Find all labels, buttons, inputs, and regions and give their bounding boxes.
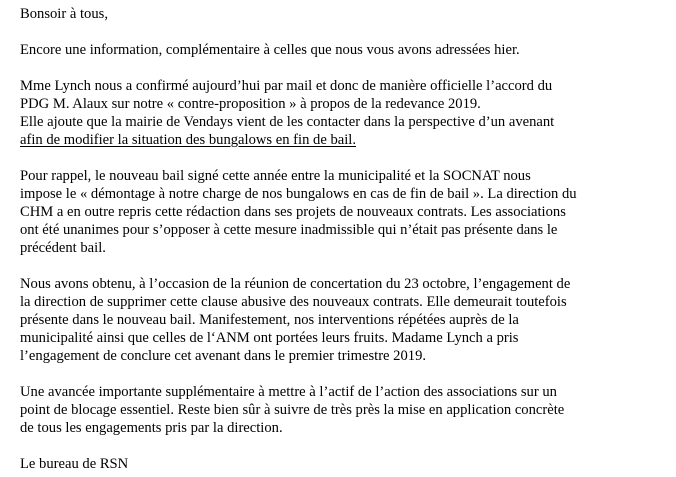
paragraph-reminder (20, 167, 670, 257)
greeting: Bonsoir à tous, (20, 6, 108, 22)
intro-paragraph: Encore une information, complémentaire à celles que nous vous avons adressées hier. (20, 42, 520, 58)
paragraph-gap (20, 437, 670, 455)
paragraph-confirmation (20, 77, 670, 149)
paragraph-gap (20, 257, 670, 275)
underlined-text-line: afin de modifier la situation des bungalows en fin de bail. (20, 132, 356, 148)
text-line: ont été unanimes pour s’opposer à cette mesure inadmissible qui n’était pas présente dans le (20, 222, 558, 238)
paragraph-gap (20, 365, 670, 383)
text-line: Nous avons obtenu, à l’occasion de la réunion de concertation du 23 octobre, l’engagement de (20, 276, 571, 292)
paragraph-gap (20, 149, 670, 167)
text-line: l’engagement de conclure cet avenant dans le premier trimestre 2019. (20, 348, 427, 364)
text-line: précédent bail. (20, 240, 106, 256)
email-body (20, 5, 670, 473)
text-line: Pour rappel, le nouveau bail signé cette année entre la municipalité et la SOCNAT nous (20, 168, 531, 184)
text-line: point de blocage essentiel. Reste bien sûr à suivre de très près la mise en application concrète (20, 402, 565, 418)
paragraph-conclusion (20, 383, 670, 437)
paragraph-gap (20, 59, 670, 77)
text-line: Mme Lynch nous a confirmé aujourd’hui par mail et donc de manière officielle l’accord du (20, 78, 553, 94)
paragraph-obtained (20, 275, 670, 365)
text-line: CHM a en outre repris cette rédaction dans ses projets de nouveaux contrats. Les associations (20, 204, 566, 220)
text-line: Une avancée importante supplémentaire à mettre à l’actif de l’action des associations sur un (20, 384, 557, 400)
signature: Le bureau de RSN (20, 456, 129, 472)
text-line: de tous les engagements pris par la direction. (20, 420, 283, 436)
text-line: PDG M. Alaux sur notre « contre-proposition » à propos de la redevance 2019. (20, 96, 481, 112)
text-line: impose le « démontage à notre charge de nos bungalows en cas de fin de bail ». La direction du (20, 186, 577, 202)
paragraph-gap (20, 23, 670, 41)
text-line: présente dans le nouveau bail. Manifestement, nos interventions répétées auprès de la (20, 312, 519, 328)
text-line: municipalité ainsi que celles de l‘ANM ont portées leurs fruits. Madame Lynch a pris (20, 330, 519, 346)
text-line: la direction de supprimer cette clause abusive des nouveaux contrats. Elle demeurait toutefois (20, 294, 567, 310)
text-line: Elle ajoute que la mairie de Vendays vient de les contacter dans la perspective d’un avenant (20, 114, 555, 130)
